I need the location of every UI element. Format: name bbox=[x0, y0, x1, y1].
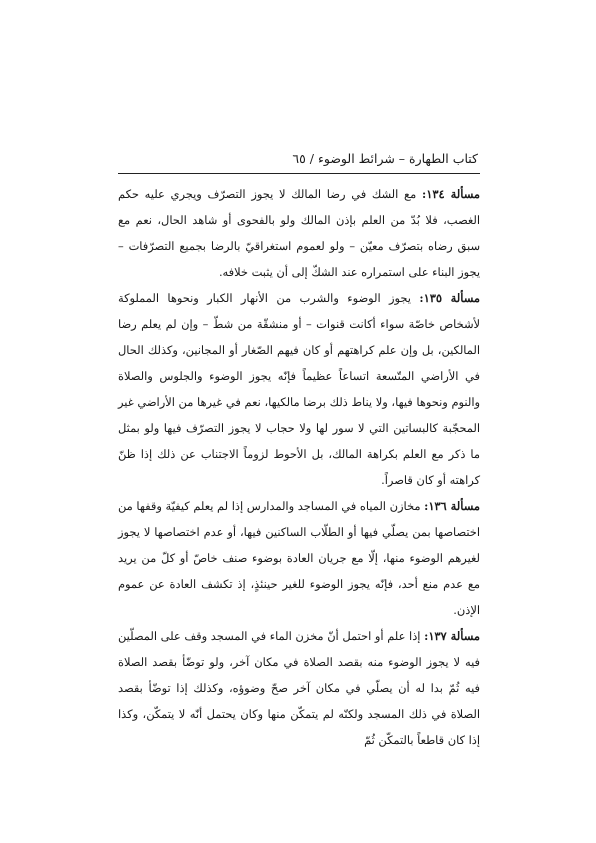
issue-135-paragraph bbox=[118, 285, 480, 493]
header-divider bbox=[118, 173, 480, 174]
issue-137-text: إذا علم أو احتمل أنّ مخزن الماء في المسجد وقف على المصلّين فيه لا يجوز الوضوء منه بقصد الصلاة في مكان آخر، ولو توضّأ بقصد الصلاة فيه ثُمّ بدا له أن يصلّي في مكان آخر صحّ وضوؤه، وكذلك إذا توضّأ بقصد الصلاة في ذلك المسجد ولكنّه لم يتمكّن منها وكان يحتمل أنّه لا يتمكّن، وكذا إذا كان قاطعاً بالتمكّن ثُمّ bbox=[118, 629, 480, 747]
body-text bbox=[118, 181, 480, 753]
issue-135-title: مسألة ١٣٥: bbox=[419, 291, 480, 305]
issue-134-title: مسألة ١٣٤: bbox=[422, 187, 480, 201]
issue-136-text: مخازن المياه في المساجد والمدارس إذا لم يعلم كيفيّة وقفها من اختصاصها بمن يصلّي فيها أو الطلّاب الساكنين فيها، أو عدم اختصاصها لا يجوز لغيرهم الوضوء منها، إلّا مع جريان العادة بوضوء صنف خاصّ أو كلّ من يريد مع عدم منع أحد، فإنّه يجوز الوضوء للغير حينئذٍ، إذ تكشف العادة عن عموم الإذن. bbox=[118, 499, 480, 617]
issue-136-title: مسألة ١٣٦: bbox=[424, 499, 480, 513]
issue-136-paragraph bbox=[118, 493, 480, 623]
issue-137-paragraph bbox=[118, 623, 480, 753]
issue-135-text: يجوز الوضوء والشرب من الأنهار الكبار ونحوها المملوكة لأشخاص خاصّة سواء أكانت قنوات – أو منشقّة من شطّ – وإن لم يعلم رضا المالكين، بل وإن علم كراهتهم أو كان فيهم الصّغار أو المجانين، وكذلك الحال في الأراضي المتّسعة اتساعاً عظيماً فإنّه يجوز الوضوء والجلوس والصلاة والنوم ونحوها فيها، ولا يناط ذلك برضا مالكيها، نعم في غيرها من الأراضي غير المحجّبة كالبساتين التي لا سور لها ولا حجاب لا يجوز التصرّف فيها ولو بمثل ما ذكر مع العلم بكراهة المالك، بل الأحوط لزوماً الاجتناب عن ذلك إذا ظنّ كراهته أو كان قاصراً. bbox=[118, 291, 480, 487]
running-header: كتاب الطهارة – شرائط الوضوء / ٦٥ bbox=[292, 151, 478, 166]
issue-137-title: مسألة ١٣٧: bbox=[424, 629, 480, 643]
issue-134-text: مع الشك في رضا المالك لا يجوز التصرّف ويجري عليه حكم الغصب، فلا بُدّ من العلم بإذن المالك ولو بالفحوى أو شاهد الحال، نعم مع سبق رضاه بتصرّف معيّن – ولو لعموم استغراقيّ بالرضا بجميع التصرّفات – يجوز البناء على استمراره عند الشكّ إلى أن يثبت خلافه. bbox=[118, 187, 480, 279]
issue-134-paragraph bbox=[118, 181, 480, 285]
